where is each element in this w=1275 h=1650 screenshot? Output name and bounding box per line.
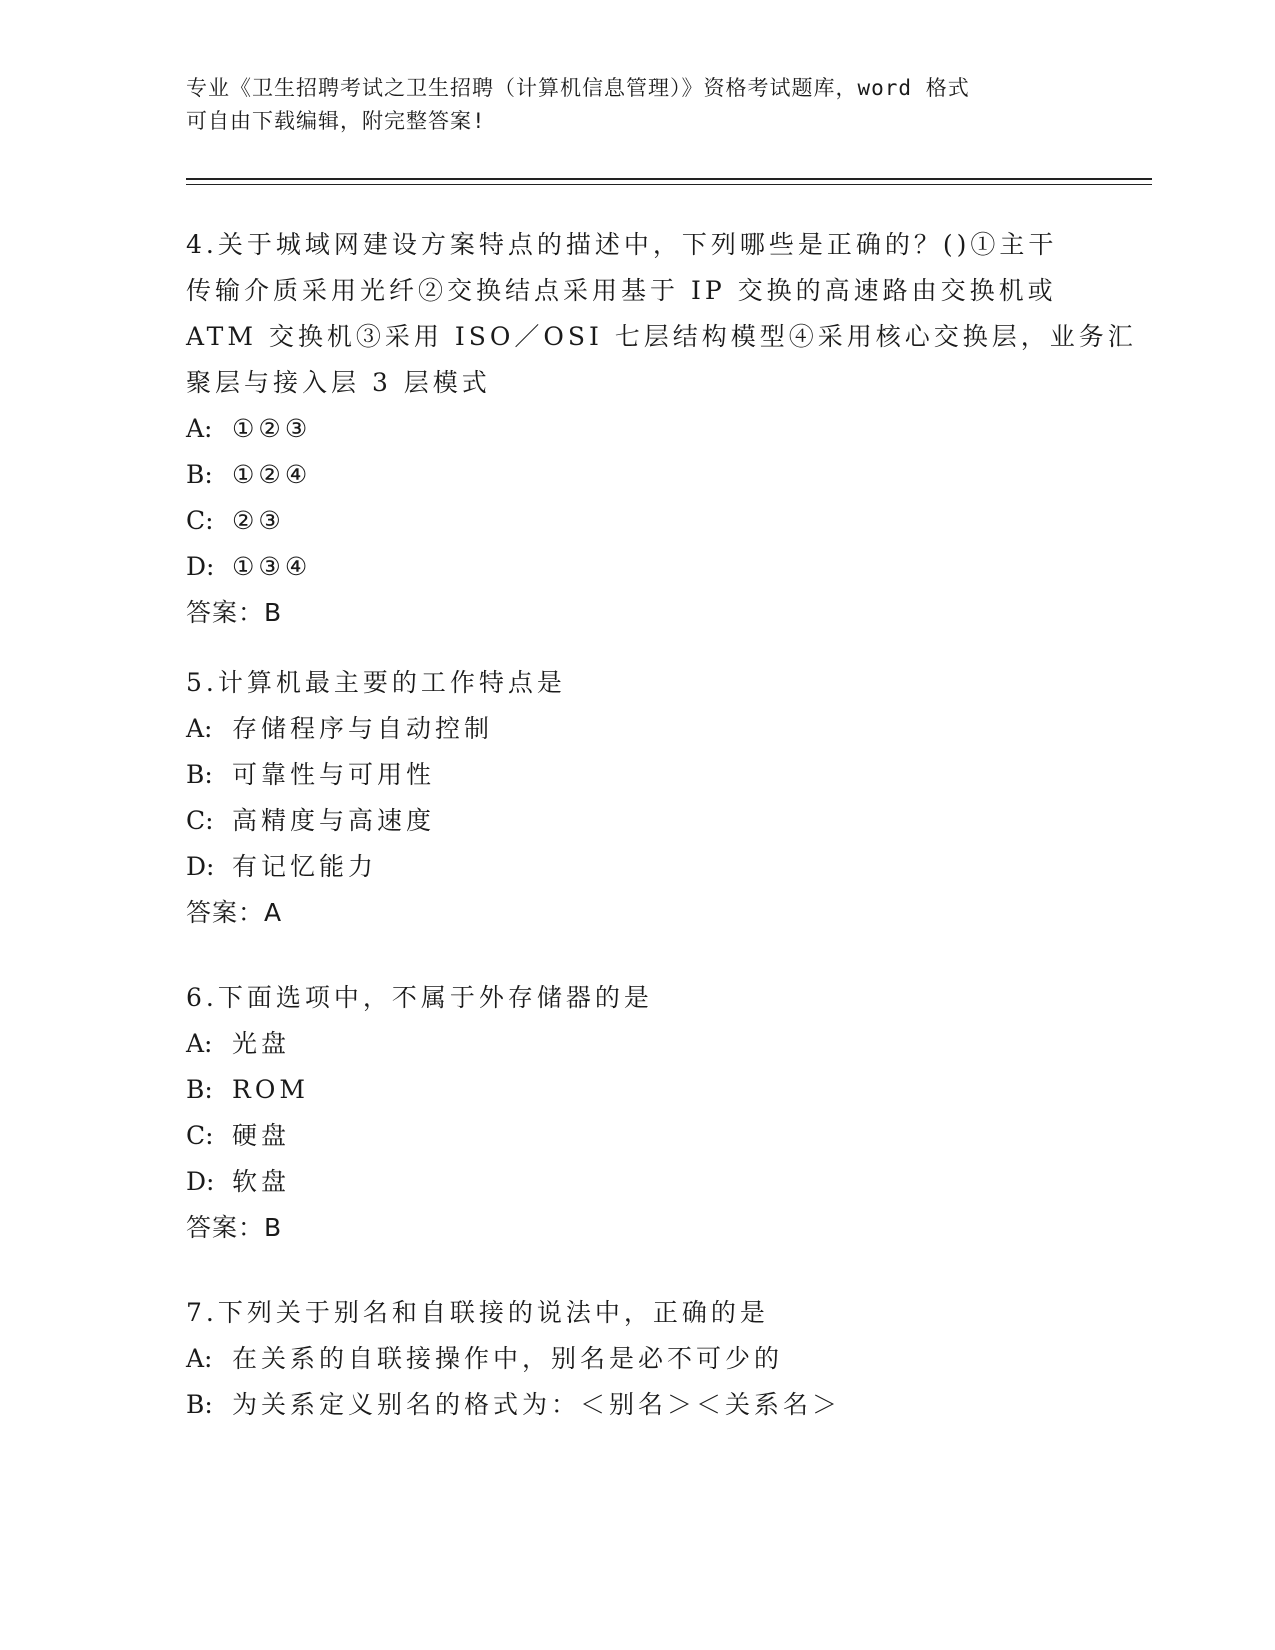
option-text: ROM: [232, 1075, 309, 1104]
option-d: [186, 1159, 1086, 1205]
header-line-1: 专业《卫生招聘考试之卫生招聘（计算机信息管理）》资格考试题库，word 格式: [186, 76, 970, 100]
option-letter: D:: [186, 852, 215, 881]
option-d: [186, 844, 1086, 890]
option-b: [186, 452, 1086, 498]
option-text: 可靠性与可用性: [232, 760, 436, 789]
option-letter: D:: [186, 1167, 215, 1196]
option-c: [186, 798, 1086, 844]
answer-line: 答案：A: [186, 898, 283, 927]
option-letter: B:: [186, 760, 213, 789]
option-text: ①③④: [232, 552, 312, 581]
option-text: ①②④: [232, 460, 312, 489]
question-6: [186, 975, 1086, 1251]
option-letter: A:: [186, 714, 213, 743]
question-stem-line: ATM 交换机③采用 ISO／OSI 七层结构模型④采用核心交换层，业务汇: [186, 322, 1137, 351]
option-a: [186, 1336, 1086, 1382]
answer-line: 答案：B: [186, 598, 283, 627]
option-letter: C:: [186, 506, 214, 535]
option-b: [186, 752, 1086, 798]
option-text: ①②③: [232, 414, 312, 443]
option-letter: B:: [186, 460, 213, 489]
question-4: [186, 222, 1137, 636]
question-stem-line: 聚层与接入层 3 层模式: [186, 368, 491, 397]
option-c: [186, 1113, 1086, 1159]
question-stem-line: 传输介质采用光纤②交换结点采用基于 IP 交换的高速路由交换机或: [186, 276, 1057, 305]
option-b: [186, 1382, 1086, 1428]
option-a: [186, 706, 1086, 752]
option-text: 在关系的自联接操作中，别名是必不可少的: [232, 1344, 784, 1373]
option-letter: C:: [186, 806, 214, 835]
option-c: [186, 498, 1086, 544]
option-a: [186, 406, 1086, 452]
question-stem-line: 7.下列关于别名和自联接的说法中，正确的是: [186, 1298, 769, 1327]
option-text: 存储程序与自动控制: [232, 714, 494, 743]
option-text: 为关系定义别名的格式为：＜别名＞＜关系名＞: [232, 1390, 842, 1419]
question-5: [186, 660, 1086, 936]
question-stem-line: 4.关于城域网建设方案特点的描述中，下列哪些是正确的？()①主干: [186, 230, 1058, 259]
option-letter: A:: [186, 1344, 213, 1373]
option-text: 光盘: [232, 1029, 291, 1058]
option-d: [186, 544, 1086, 590]
option-text: ②③: [232, 506, 285, 535]
option-b: [186, 1067, 1086, 1113]
header-divider: [186, 178, 1152, 185]
option-text: 硬盘: [232, 1121, 291, 1150]
question-stem-line: 6.下面选项中，不属于外存储器的是: [186, 983, 653, 1012]
header-line-2: 可自由下载编辑，附完整答案!: [186, 109, 486, 133]
option-text: 高精度与高速度: [232, 806, 436, 835]
document-header: [186, 72, 1086, 138]
option-letter: C:: [186, 1121, 214, 1150]
option-letter: B:: [186, 1390, 213, 1419]
option-letter: A:: [186, 1029, 213, 1058]
option-letter: B:: [186, 1075, 213, 1104]
option-letter: A:: [186, 414, 213, 443]
question-stem-line: 5.计算机最主要的工作特点是: [186, 668, 566, 697]
option-text: 有记忆能力: [232, 852, 378, 881]
answer-line: 答案：B: [186, 1213, 283, 1242]
option-letter: D:: [186, 552, 215, 581]
question-7: [186, 1290, 1086, 1428]
option-a: [186, 1021, 1086, 1067]
option-text: 软盘: [232, 1167, 291, 1196]
